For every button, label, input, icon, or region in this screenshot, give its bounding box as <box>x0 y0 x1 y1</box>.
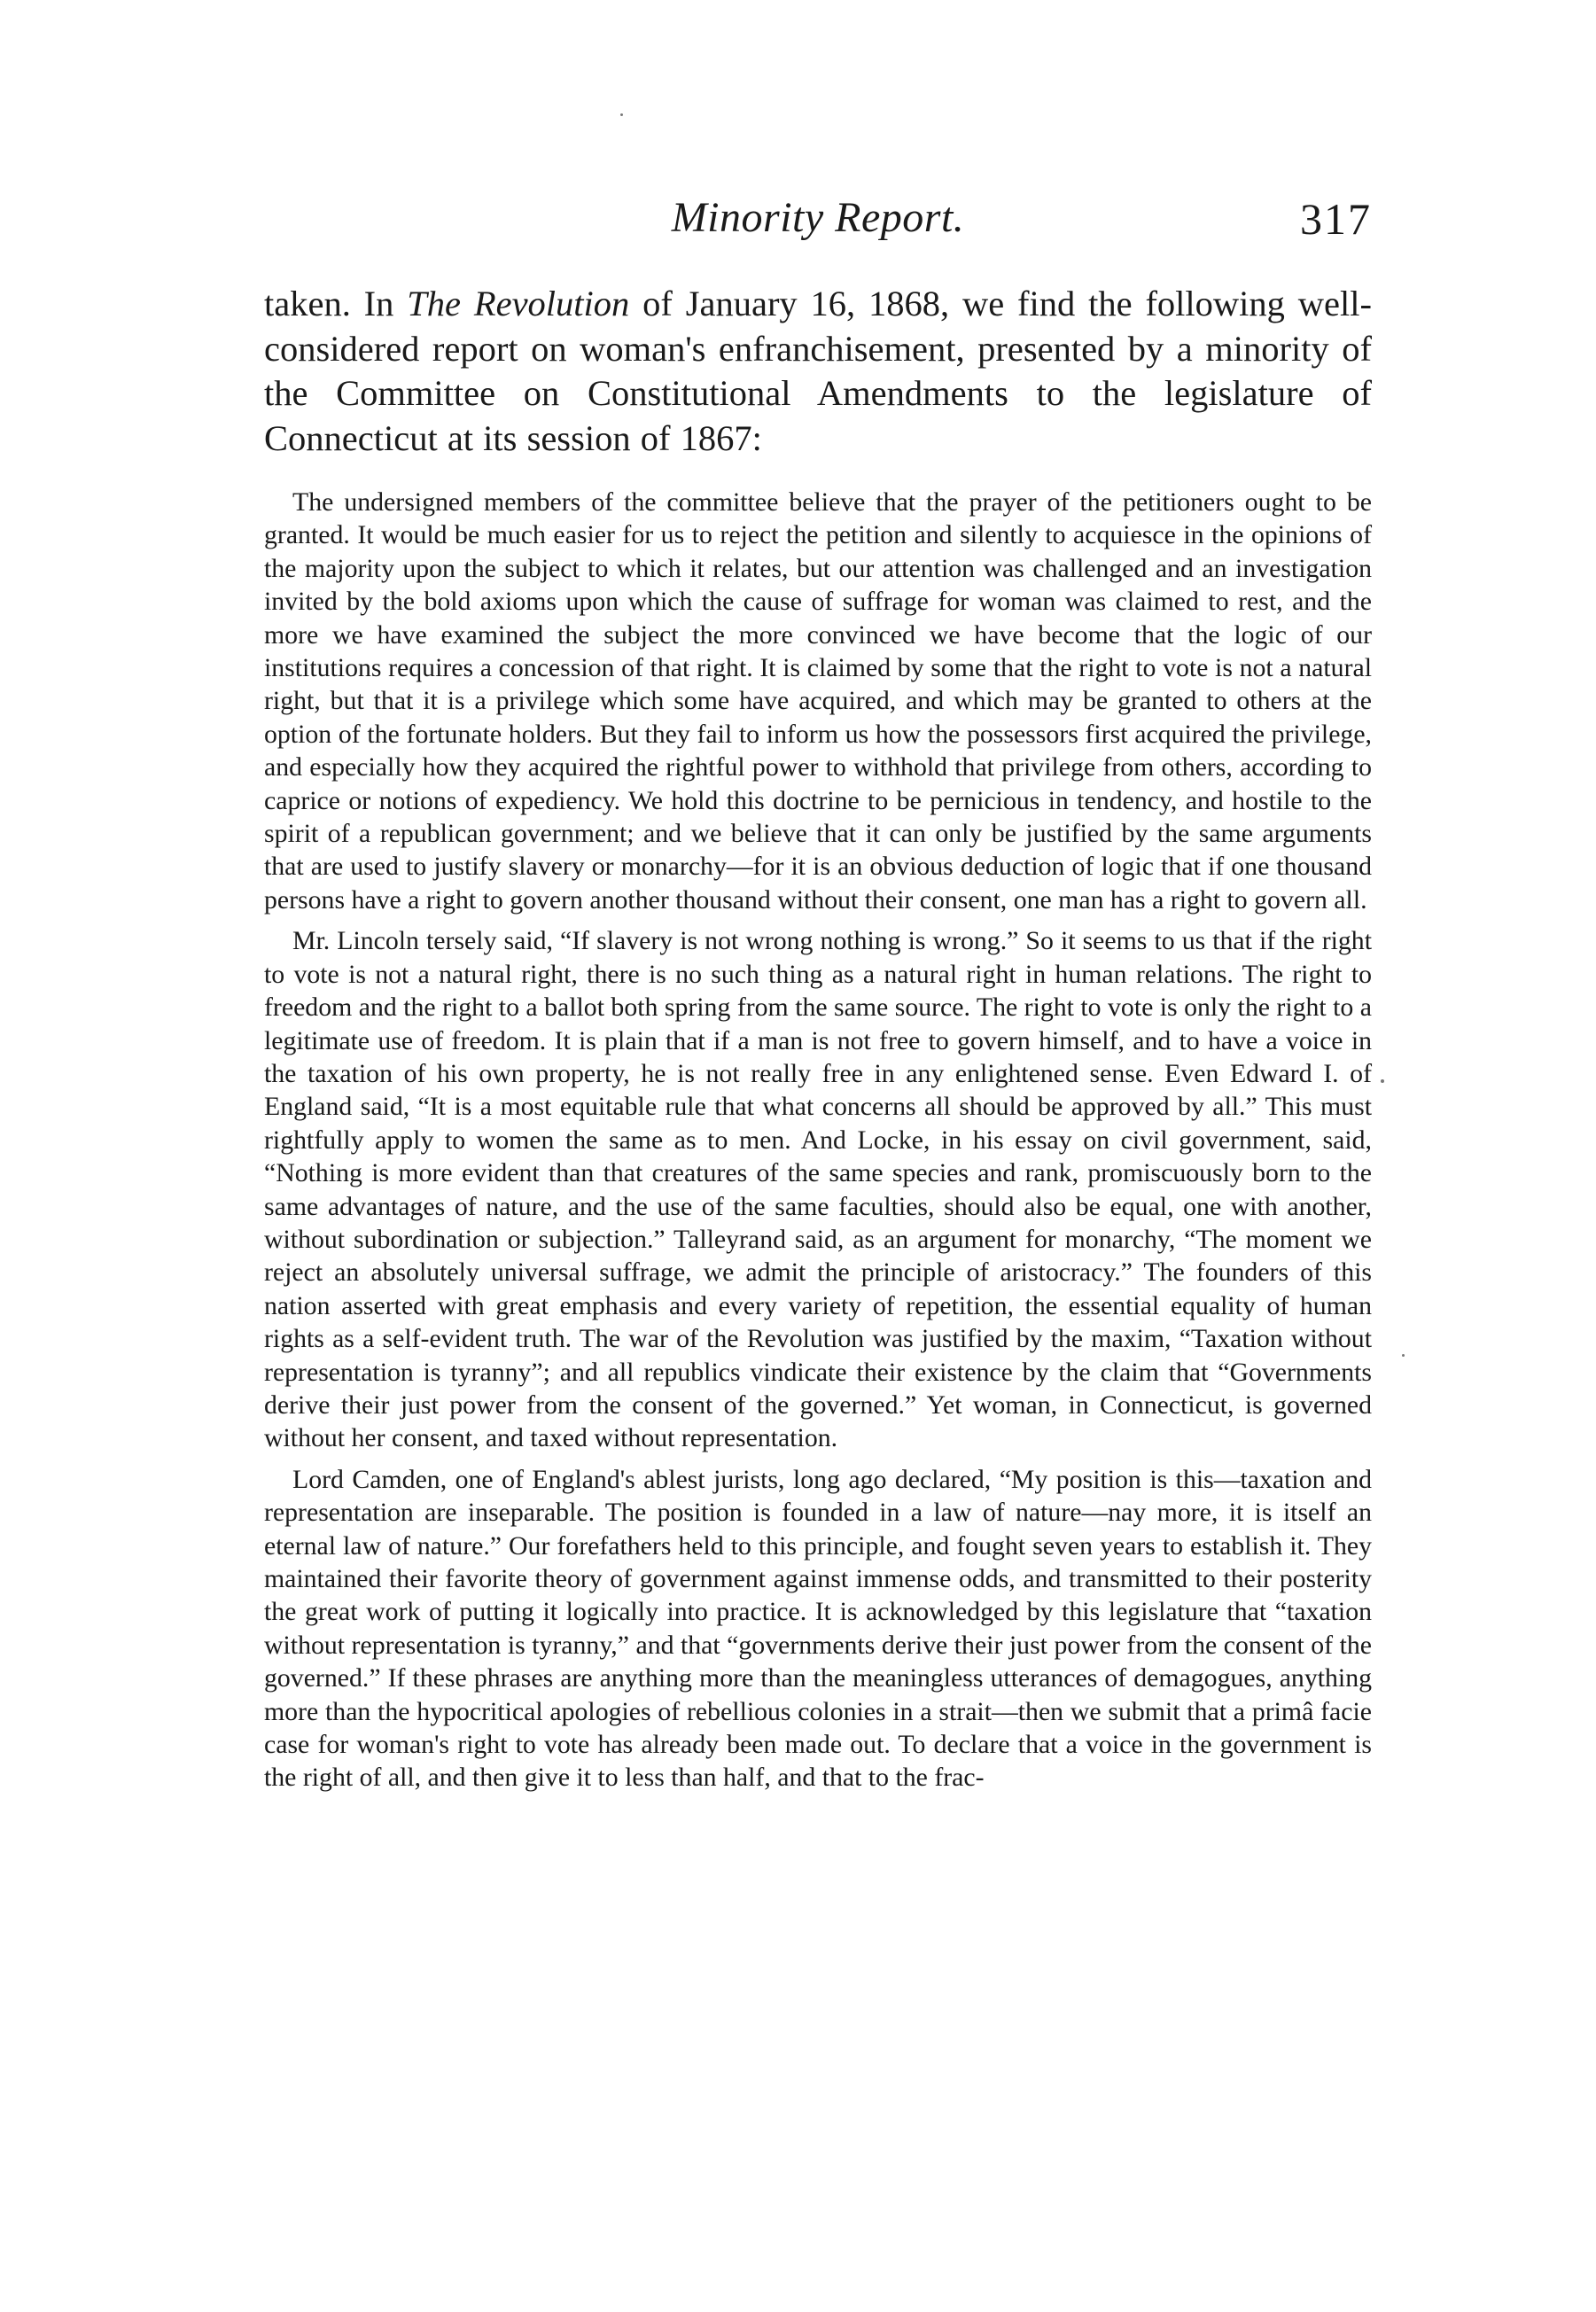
paper-speck-mark <box>620 113 623 116</box>
report-paragraph-3: Lord Camden, one of England's ablest jurists, long ago declared, “My position is this—taxation and representation are inseparable. The position is founded in a law of nature—nay more, it is itself an eternal law of nature.” Our forefathers held to this principle, and fought seven years to establish it. They maintained their favorite theory of government against immense odds, and transmitted to their posterity the great work of putting it logically into practice. It is acknowledged by this legislature that “taxation without representation is tyranny,” and that “governments derive their just power from the consent of the governed.” If these phrases are anything more than the meaningless utterances of demagogues, anything more than the hypocritical apologies of rebellious colonies in a strait—then we submit that a primâ facie case for woman's right to vote has already been made out. To declare that a voice in the government is the right of all, and then give it to less than half, and that to the frac- <box>264 1464 1372 1793</box>
paper-speck-mark <box>1381 1079 1384 1083</box>
minority-report-quotation <box>264 486 1372 1794</box>
body-text <box>264 282 1372 1802</box>
paper-speck-mark <box>1402 1354 1405 1357</box>
intro-lead-text: taken. In <box>264 284 408 323</box>
report-paragraph-1: The undersigned members of the committee believe that the prayer of the petitioners ought to be granted. It would be much easier for us to reject the petition and silently to acquiesce in the opinions of the majority upon the subject to which it relates, but our attention was challenged and an investigation invited by the bold axioms upon which the cause of suffrage for woman was claimed to rest, and the more we have examined the subject the more convinced we have become that the logic of our institutions requires a concession of that right. It is claimed by some that the right to vote is not a natural right, but that it is a privilege which some have acquired, and which may be granted to others at the option of the fortunate holders. But they fail to inform us how the possessors first acquired the privilege, and especially how they acquired the rightful power to withhold that privilege from others, according to caprice or notions of expediency. We hold this doctrine to be pernicious in tendency, and hostile to the spirit of a republican government; and we believe that it can only be justified by the same arguments that are used to justify slavery or monarchy—for it is an obvious deduction of logic that if one thousand persons have a right to govern another thousand without their consent, one man has a right to govern all. <box>264 487 1372 915</box>
intro-paragraph <box>264 282 1372 461</box>
running-title: Minority Report. <box>671 194 965 241</box>
publication-title: The Revolution <box>407 284 630 323</box>
report-paragraph-2: Mr. Lincoln tersely said, “If slavery is not wrong nothing is wrong.” So it seems to us that if the right to vote is not a natural right, there is no such thing as a natural right in human relations. The right to freedom and the right to a ballot both spring from the same source. The right to vote is only the right to a legitimate use of freedom. It is plain that if a man is not free to govern himself, and to have a voice in the taxation of his own property, he is not really free in any enlightened sense. Even Edward I. of England said, “It is a most equitable rule that what concerns all should be approved by all.” This must rightfully apply to women the same as to men. And Locke, in his essay on civil government, said, “Nothing is more evident than that creatures of the same species and rank, promiscuously born to the same advantages of nature, and the use of the same faculties, should also be equal, one with another, without subordination or subjection.” Talleyrand said, as an argument for monarchy, “The moment we reject an absolutely universal suffrage, we admit the principle of aristocracy.” The founders of this nation asserted with great emphasis and every variety of repetition, the essential equality of human rights as a self-evident truth. The war of the Revolution was justified by the maxim, “Taxation without representation is tyranny”; and all republics vindicate their existence by the claim that “Governments derive their just power from the consent of the governed.” Yet woman, in Connecticut, is governed without her consent, and taxed without representation. <box>264 926 1372 1453</box>
running-head <box>264 193 1372 255</box>
intro-rest-text: of January 16, 1868, we find the following well-considered report on woman's enfranchisement, presented by a minority of the Committee on Constitutional Amendments to the legislature of Connecticut at its session of 1867: <box>264 284 1372 458</box>
page-number: 317 <box>1300 194 1372 244</box>
